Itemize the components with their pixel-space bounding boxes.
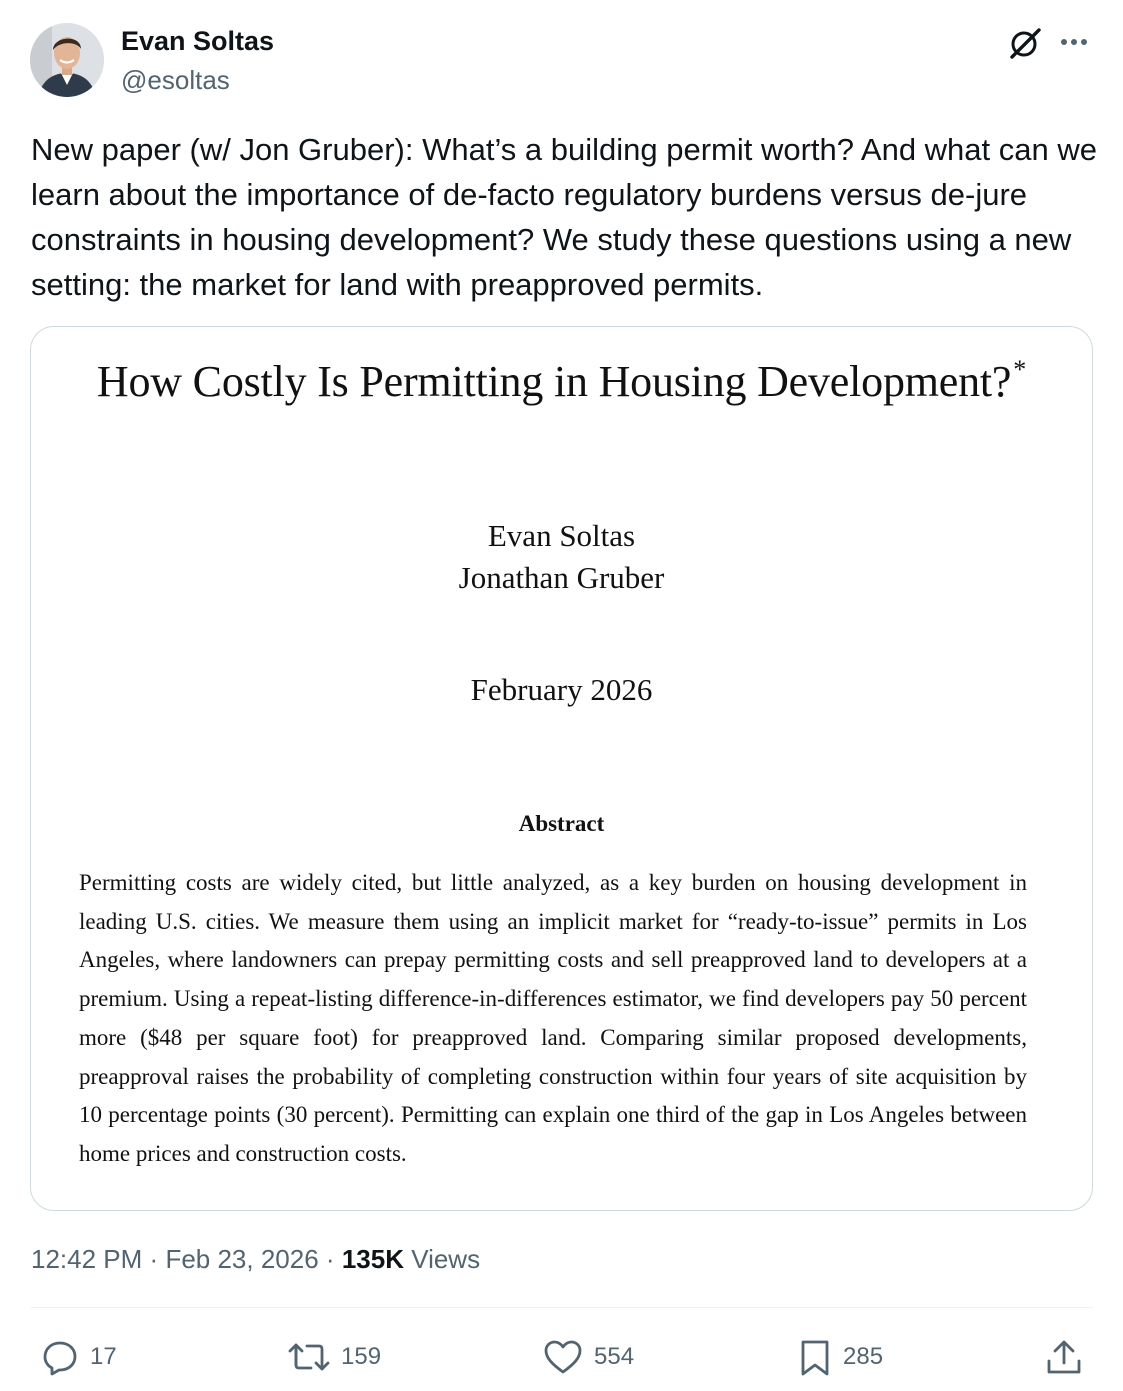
paper-author: Jonathan Gruber	[458, 560, 665, 595]
views-label: Views	[411, 1244, 481, 1274]
tweet-meta	[31, 1244, 480, 1275]
paper-authors	[31, 515, 1092, 599]
paper-image	[31, 327, 1092, 1210]
media-card[interactable]	[30, 326, 1093, 1211]
tweet-text: New paper (w/ Jon Gruber): What’s a building permit worth? And what can we learn about the importance of de-facto regulatory burdens versus de-jure constraints in housing development? We study these questions using a new setting: the market for land with preapproved permits.	[31, 132, 1097, 302]
share-button[interactable]	[1044, 1335, 1094, 1379]
tweet-date[interactable]: Feb 23, 2026	[165, 1244, 319, 1274]
paper-author: Evan Soltas	[487, 518, 636, 553]
repost-count: 159	[341, 1343, 382, 1370]
like-button[interactable]	[542, 1335, 634, 1379]
grok-icon[interactable]	[1008, 26, 1042, 60]
abstract-heading: Abstract	[518, 811, 605, 836]
paper-title	[31, 355, 1092, 407]
like-count: 554	[594, 1343, 635, 1370]
avatar[interactable]	[30, 23, 104, 97]
meta-separator: ·	[325, 1244, 335, 1274]
bookmark-button[interactable]	[797, 1335, 883, 1379]
tweet-time[interactable]: 12:42 PM	[31, 1244, 143, 1274]
bookmark-count: 285	[843, 1343, 884, 1370]
reply-icon	[40, 1337, 80, 1377]
handle[interactable]: @esoltas	[121, 65, 230, 95]
display-name[interactable]: Evan Soltas	[121, 26, 275, 56]
paper-title-footnote-mark: *	[1013, 355, 1027, 384]
divider	[30, 1307, 1093, 1308]
like-icon	[542, 1337, 584, 1377]
views-count[interactable]: 135K	[341, 1244, 404, 1274]
repost-icon	[287, 1337, 331, 1377]
abstract-body: Permitting costs are widely cited, but little analyzed, as a key burden on housing development in leading U.S. cities. We measure them using an implicit market for “ready-to-issue” permits in Los Angeles, where landowners can prepay permitting costs and sell preapproved land to developers at a premium. Using a repeat-listing difference-in-differences estimator, we find developers pay 50 percent more ($48 per square foot) for preapproved land. Comparing similar proposed developments, preapproval raises the probability of completing construction within four years of site acquisition by 10 percentage points (30 percent). Permitting can explain one third of the gap in Los Angeles between home prices and construction costs.	[79, 870, 1027, 1166]
repost-button[interactable]	[287, 1335, 381, 1379]
bookmark-icon	[797, 1337, 833, 1377]
share-icon	[1044, 1337, 1084, 1377]
meta-separator: ·	[149, 1244, 159, 1274]
reply-button[interactable]	[40, 1335, 117, 1379]
paper-date: February 2026	[470, 672, 653, 707]
more-icon[interactable]	[1056, 28, 1092, 56]
paper-title-text: How Costly Is Permitting in Housing Development?	[96, 357, 1012, 406]
reply-count: 17	[90, 1343, 117, 1370]
